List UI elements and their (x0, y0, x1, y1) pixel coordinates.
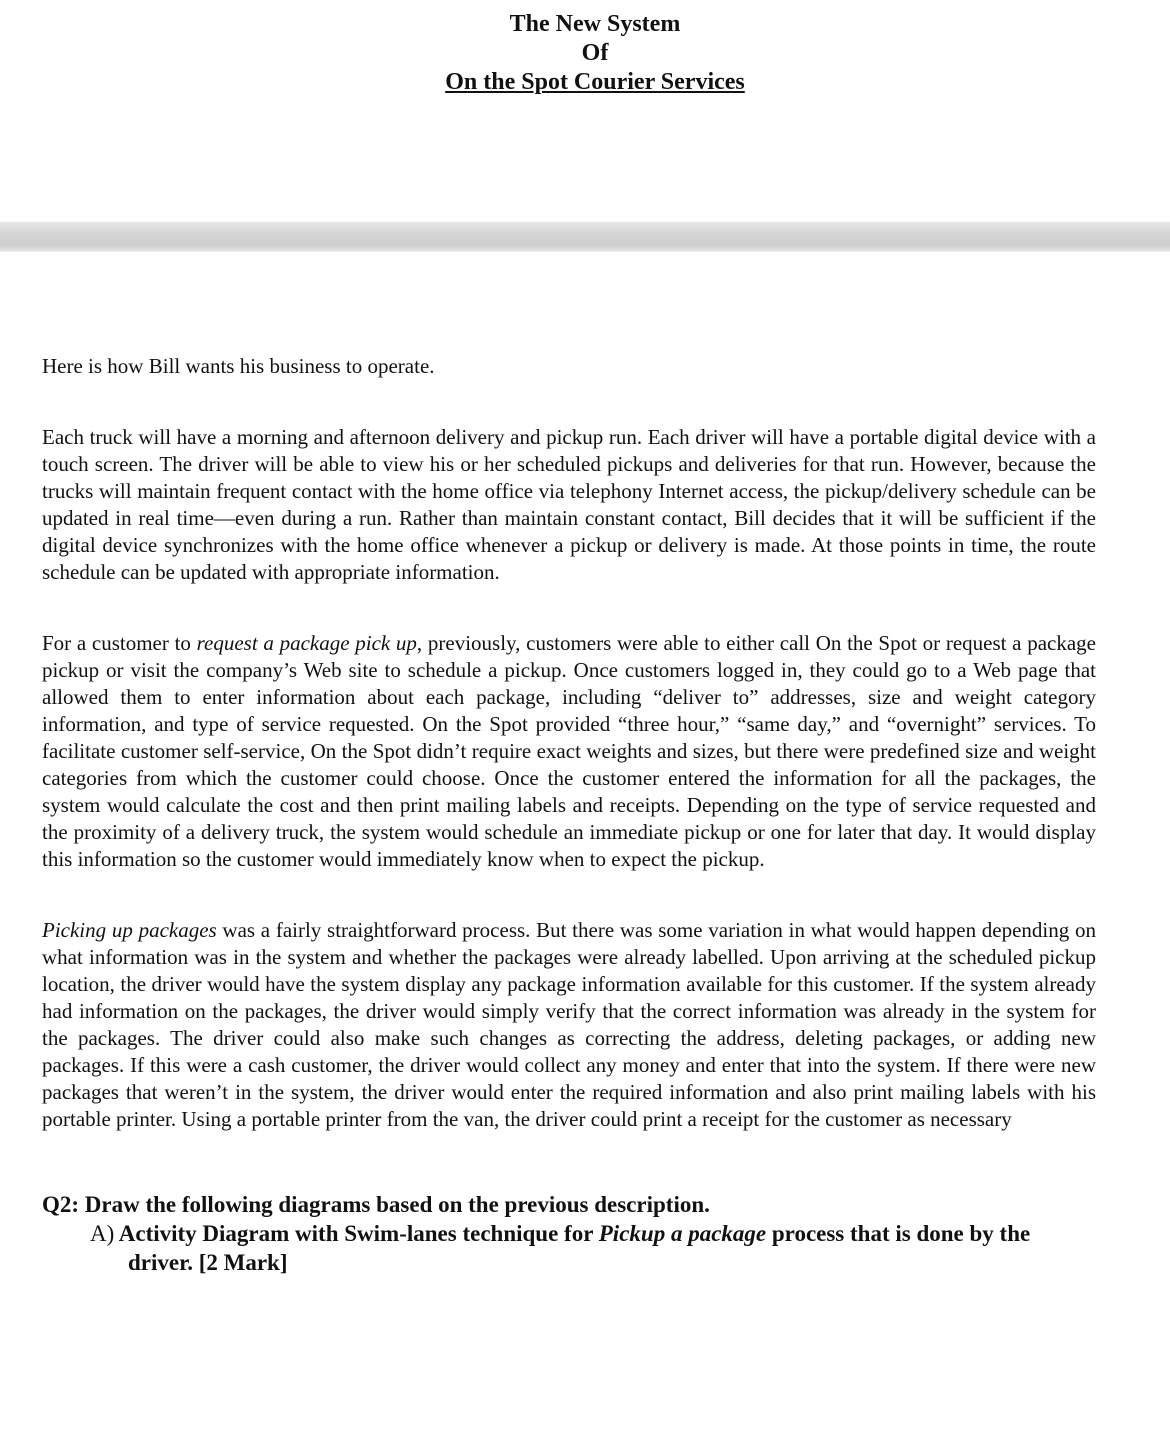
paragraph-picking-up-italic: Picking up packages (42, 918, 217, 942)
paragraph-request-pickup-rest: , previously, customers were able to either call On the Spot or request a package pickup or visit the company’s Web site to schedule a pickup. Once customers logged in, they could go to a Web page that allowed them to enter information about each package, including “deliver to” addresses, size and weight category information, and type of service requested. On the Spot provided “three hour,” “same day,” and “overnight” services. To facilitate customer self-service, On the Spot didn’t require exact weights and sizes, but there were predefined size and weight categories from which the customer could choose. Once the customer entered the information for all the packages, the system would calculate the cost and then print mailing labels and receipts. Depending on the type of service requested and the proximity of a delivery truck, the system would schedule an immediate pickup or one for later that day. It would display this information so the customer would immediately know when to expect the pickup. (42, 631, 1096, 871)
document-title (0, 10, 1170, 97)
title-line-2: Of (581, 40, 609, 66)
paragraph-delivery-runs: Each truck will have a morning and afternoon delivery and pickup run. Each driver will have a portable digital device with a touch screen. The driver will be able to view his or her scheduled pickups and deliveries for that run. However, because the trucks will maintain frequent contact with the home office via telephony Internet access, the pickup/delivery schedule can be updated in real time—even during a run. Rather than maintain constant contact, Bill decides that it will be sufficient if the digital device synchronizes with the home office whenever a pickup or delivery is made. At those points in time, the route schedule can be updated with appropriate information. (42, 425, 1096, 584)
page-break-divider (0, 222, 1170, 252)
title-line-3: On the Spot Courier Services (445, 69, 745, 95)
paragraph-picking-up (42, 917, 1096, 1133)
question-item-label: A) (90, 1221, 115, 1246)
question-item-rest: process that is done by the driver. [2 Mark] (128, 1221, 1031, 1275)
intro-paragraph: Here is how Bill wants his business to operate. (42, 354, 435, 378)
paragraph-request-pickup-italic: request a package pick up (196, 631, 417, 655)
title-line-1: The New System (509, 11, 681, 37)
question-item-a (90, 1219, 1062, 1277)
document-body (42, 353, 1096, 1277)
paragraph-request-pickup (42, 630, 1096, 873)
paragraph-picking-up-rest: was a fairly straightforward process. But there was some variation in what would happen depending on what information was in the system and whether the packages were already labelled. Upon arriving at the scheduled pickup location, the driver would have the system display any package information available for this customer. If the system already had information on the packages, the driver would simply verify that the correct information was already in the system for the packages. The driver could also make such changes as correcting the address, deleting packages, or adding new packages. If this were a cash customer, the driver would collect any money and enter that into the system. If there were new packages that weren’t in the system, the driver would enter the required information and also print mailing labels with his portable printer. Using a portable printer from the van, the driver could print a receipt for the customer as necessary (42, 918, 1096, 1131)
question-heading: Q2: Draw the following diagrams based on the previous description. (42, 1192, 710, 1217)
question-item-lead: Activity Diagram with Swim-lanes technique for (114, 1221, 599, 1246)
question-item-italic: Pickup a package (598, 1221, 767, 1246)
document-page-top (0, 0, 1170, 222)
question-block (42, 1190, 1096, 1277)
paragraph-request-pickup-lead: For a customer to (42, 631, 197, 655)
